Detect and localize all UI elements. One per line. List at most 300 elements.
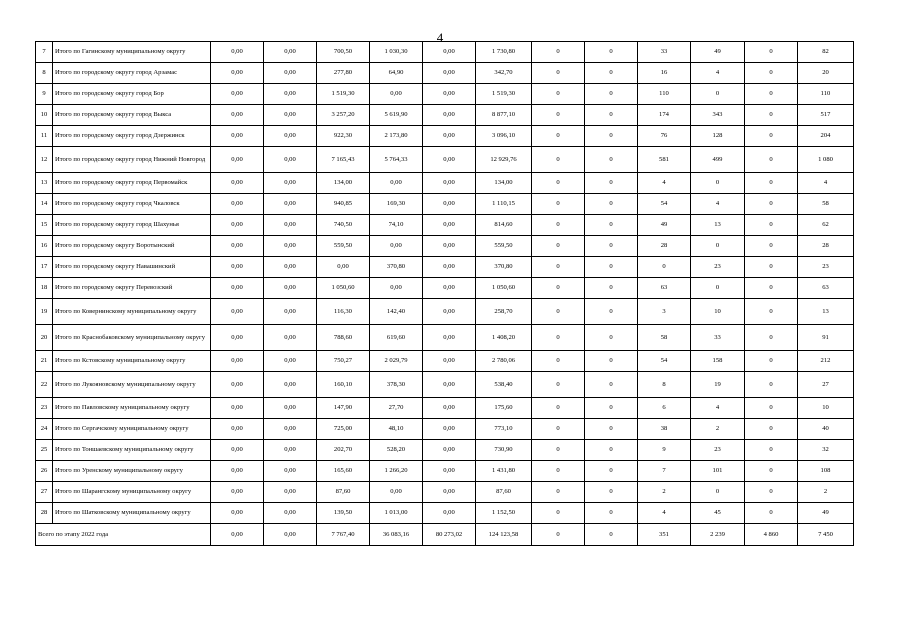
cell-c11: 0 (745, 42, 798, 63)
cell-c3: 3 257,20 (317, 105, 370, 126)
cell-c9: 174 (638, 105, 691, 126)
row-name: Итого по Гагинскому муниципальному округу (53, 42, 211, 63)
cell-c2: 0,00 (264, 63, 317, 84)
cell-c11: 0 (745, 325, 798, 351)
cell-c3: 1 050,60 (317, 278, 370, 299)
row-number: 27 (36, 482, 53, 503)
cell-c6: 370,80 (476, 257, 532, 278)
cell-c9: 8 (638, 372, 691, 398)
cell-c3: 277,80 (317, 63, 370, 84)
cell-c5: 0,00 (423, 194, 476, 215)
cell-c11: 0 (745, 147, 798, 173)
total-c6: 124 123,58 (476, 524, 532, 546)
cell-c4: 142,40 (370, 299, 423, 325)
cell-c9: 581 (638, 147, 691, 173)
cell-c10: 0 (691, 482, 745, 503)
cell-c4: 27,70 (370, 398, 423, 419)
cell-c3: 139,50 (317, 503, 370, 524)
cell-c11: 0 (745, 63, 798, 84)
cell-c2: 0,00 (264, 503, 317, 524)
cell-c3: 116,30 (317, 299, 370, 325)
table-row (36, 147, 854, 173)
cell-c9: 4 (638, 173, 691, 194)
cell-c8: 0 (585, 372, 638, 398)
cell-c2: 0,00 (264, 84, 317, 105)
cell-c2: 0,00 (264, 42, 317, 63)
cell-c3: 87,60 (317, 482, 370, 503)
row-number: 22 (36, 372, 53, 398)
cell-c3: 134,00 (317, 173, 370, 194)
summary-table (35, 41, 854, 546)
cell-c2: 0,00 (264, 398, 317, 419)
cell-c5: 0,00 (423, 372, 476, 398)
table-row (36, 215, 854, 236)
cell-c12: 1 080 (798, 147, 854, 173)
cell-c7: 0 (532, 325, 585, 351)
cell-c7: 0 (532, 440, 585, 461)
cell-c11: 0 (745, 84, 798, 105)
cell-c4: 378,30 (370, 372, 423, 398)
cell-c8: 0 (585, 126, 638, 147)
cell-c8: 0 (585, 63, 638, 84)
table-row (36, 461, 854, 482)
cell-c7: 0 (532, 482, 585, 503)
row-name: Итого по городскому округу город Шахунья (53, 215, 211, 236)
cell-c4: 5 619,90 (370, 105, 423, 126)
cell-c5: 0,00 (423, 42, 476, 63)
cell-c1: 0,00 (211, 147, 264, 173)
cell-c11: 0 (745, 419, 798, 440)
cell-c12: 40 (798, 419, 854, 440)
cell-c6: 1 050,60 (476, 278, 532, 299)
cell-c7: 0 (532, 398, 585, 419)
table-row (36, 173, 854, 194)
cell-c9: 0 (638, 257, 691, 278)
row-number: 9 (36, 84, 53, 105)
cell-c4: 64,90 (370, 63, 423, 84)
table-row (36, 42, 854, 63)
cell-c11: 0 (745, 278, 798, 299)
cell-c4: 1 013,00 (370, 503, 423, 524)
cell-c6: 814,60 (476, 215, 532, 236)
cell-c5: 0,00 (423, 257, 476, 278)
cell-c9: 7 (638, 461, 691, 482)
total-c12: 7 450 (798, 524, 854, 546)
table-row (36, 372, 854, 398)
cell-c3: 788,60 (317, 325, 370, 351)
cell-c6: 87,60 (476, 482, 532, 503)
cell-c9: 6 (638, 398, 691, 419)
cell-c5: 0,00 (423, 173, 476, 194)
cell-c9: 54 (638, 194, 691, 215)
cell-c4: 1 266,20 (370, 461, 423, 482)
cell-c1: 0,00 (211, 173, 264, 194)
cell-c1: 0,00 (211, 440, 264, 461)
table-row (36, 105, 854, 126)
row-number: 8 (36, 63, 53, 84)
row-number: 11 (36, 126, 53, 147)
cell-c7: 0 (532, 503, 585, 524)
row-name: Итого по городскому округу Воротынский (53, 236, 211, 257)
cell-c10: 343 (691, 105, 745, 126)
total-c3: 7 767,40 (317, 524, 370, 546)
cell-c10: 19 (691, 372, 745, 398)
cell-c8: 0 (585, 398, 638, 419)
cell-c3: 750,27 (317, 351, 370, 372)
table-row (36, 236, 854, 257)
row-name: Итого по Ковернинскому муниципальному округу (53, 299, 211, 325)
cell-c12: 10 (798, 398, 854, 419)
cell-c4: 528,20 (370, 440, 423, 461)
cell-c1: 0,00 (211, 372, 264, 398)
total-c10: 2 239 (691, 524, 745, 546)
cell-c7: 0 (532, 419, 585, 440)
cell-c4: 0,00 (370, 236, 423, 257)
cell-c11: 0 (745, 126, 798, 147)
page-number: 4 (436, 30, 444, 45)
cell-c2: 0,00 (264, 147, 317, 173)
cell-c12: 82 (798, 42, 854, 63)
cell-c9: 38 (638, 419, 691, 440)
cell-c6: 538,40 (476, 372, 532, 398)
cell-c2: 0,00 (264, 278, 317, 299)
row-name: Итого по городскому округу город Первомайск (53, 173, 211, 194)
cell-c8: 0 (585, 419, 638, 440)
cell-c6: 773,10 (476, 419, 532, 440)
cell-c1: 0,00 (211, 398, 264, 419)
total-c9: 351 (638, 524, 691, 546)
row-number: 10 (36, 105, 53, 126)
cell-c10: 4 (691, 63, 745, 84)
total-c4: 36 083,16 (370, 524, 423, 546)
cell-c10: 49 (691, 42, 745, 63)
cell-c9: 4 (638, 503, 691, 524)
cell-c11: 0 (745, 105, 798, 126)
cell-c2: 0,00 (264, 440, 317, 461)
cell-c8: 0 (585, 440, 638, 461)
cell-c4: 2 029,79 (370, 351, 423, 372)
total-c8: 0 (585, 524, 638, 546)
cell-c7: 0 (532, 215, 585, 236)
cell-c2: 0,00 (264, 236, 317, 257)
cell-c4: 0,00 (370, 482, 423, 503)
cell-c9: 49 (638, 215, 691, 236)
table-row (36, 482, 854, 503)
cell-c11: 0 (745, 236, 798, 257)
cell-c5: 0,00 (423, 84, 476, 105)
table-body (36, 42, 854, 546)
cell-c7: 0 (532, 194, 585, 215)
table-row (36, 194, 854, 215)
table-row (36, 398, 854, 419)
row-name: Итого по Лукояновскому муниципальному округу (53, 372, 211, 398)
cell-c1: 0,00 (211, 419, 264, 440)
cell-c3: 7 165,43 (317, 147, 370, 173)
cell-c7: 0 (532, 105, 585, 126)
cell-c12: 4 (798, 173, 854, 194)
cell-c7: 0 (532, 63, 585, 84)
cell-c8: 0 (585, 278, 638, 299)
cell-c8: 0 (585, 503, 638, 524)
cell-c10: 4 (691, 398, 745, 419)
row-name: Итого по городскому округу Перевозский (53, 278, 211, 299)
cell-c12: 63 (798, 278, 854, 299)
cell-c9: 63 (638, 278, 691, 299)
cell-c9: 76 (638, 126, 691, 147)
cell-c7: 0 (532, 42, 585, 63)
cell-c6: 1 519,30 (476, 84, 532, 105)
cell-c9: 28 (638, 236, 691, 257)
cell-c2: 0,00 (264, 215, 317, 236)
cell-c7: 0 (532, 372, 585, 398)
cell-c6: 1 408,20 (476, 325, 532, 351)
cell-c12: 110 (798, 84, 854, 105)
cell-c5: 0,00 (423, 126, 476, 147)
cell-c1: 0,00 (211, 461, 264, 482)
cell-c2: 0,00 (264, 257, 317, 278)
cell-c3: 147,90 (317, 398, 370, 419)
cell-c2: 0,00 (264, 173, 317, 194)
cell-c12: 49 (798, 503, 854, 524)
row-name: Итого по Кстовскому муниципальному округу (53, 351, 211, 372)
row-number: 26 (36, 461, 53, 482)
cell-c1: 0,00 (211, 126, 264, 147)
table-row (36, 503, 854, 524)
row-number: 21 (36, 351, 53, 372)
cell-c1: 0,00 (211, 482, 264, 503)
cell-c4: 5 764,33 (370, 147, 423, 173)
cell-c11: 0 (745, 503, 798, 524)
row-number: 16 (36, 236, 53, 257)
cell-c4: 74,10 (370, 215, 423, 236)
row-name: Итого по Тоншаевскому муниципальному округу (53, 440, 211, 461)
cell-c9: 2 (638, 482, 691, 503)
cell-c3: 940,85 (317, 194, 370, 215)
row-number: 13 (36, 173, 53, 194)
cell-c6: 175,60 (476, 398, 532, 419)
total-c2: 0,00 (264, 524, 317, 546)
cell-c6: 1 730,80 (476, 42, 532, 63)
cell-c11: 0 (745, 351, 798, 372)
cell-c12: 108 (798, 461, 854, 482)
cell-c11: 0 (745, 398, 798, 419)
cell-c10: 0 (691, 236, 745, 257)
cell-c2: 0,00 (264, 419, 317, 440)
cell-c7: 0 (532, 299, 585, 325)
cell-c5: 0,00 (423, 147, 476, 173)
cell-c1: 0,00 (211, 351, 264, 372)
cell-c8: 0 (585, 42, 638, 63)
cell-c10: 0 (691, 278, 745, 299)
cell-c9: 3 (638, 299, 691, 325)
row-name: Итого по городскому округу город Чкаловск (53, 194, 211, 215)
cell-c10: 128 (691, 126, 745, 147)
cell-c10: 0 (691, 84, 745, 105)
cell-c4: 48,10 (370, 419, 423, 440)
cell-c5: 0,00 (423, 419, 476, 440)
cell-c11: 0 (745, 461, 798, 482)
cell-c8: 0 (585, 299, 638, 325)
cell-c4: 0,00 (370, 278, 423, 299)
cell-c12: 517 (798, 105, 854, 126)
cell-c1: 0,00 (211, 84, 264, 105)
cell-c8: 0 (585, 173, 638, 194)
cell-c8: 0 (585, 215, 638, 236)
row-name: Итого по городскому округу город Выкса (53, 105, 211, 126)
row-name: Итого по Сергачскому муниципальному округу (53, 419, 211, 440)
cell-c6: 8 877,10 (476, 105, 532, 126)
cell-c5: 0,00 (423, 63, 476, 84)
cell-c2: 0,00 (264, 126, 317, 147)
row-number: 14 (36, 194, 53, 215)
cell-c6: 134,00 (476, 173, 532, 194)
cell-c10: 158 (691, 351, 745, 372)
cell-c11: 0 (745, 194, 798, 215)
cell-c5: 0,00 (423, 482, 476, 503)
row-number: 24 (36, 419, 53, 440)
cell-c2: 0,00 (264, 351, 317, 372)
cell-c8: 0 (585, 461, 638, 482)
cell-c1: 0,00 (211, 278, 264, 299)
cell-c12: 13 (798, 299, 854, 325)
cell-c7: 0 (532, 84, 585, 105)
cell-c7: 0 (532, 278, 585, 299)
cell-c10: 101 (691, 461, 745, 482)
cell-c5: 0,00 (423, 325, 476, 351)
table-row (36, 257, 854, 278)
cell-c12: 58 (798, 194, 854, 215)
cell-c3: 202,70 (317, 440, 370, 461)
cell-c5: 0,00 (423, 105, 476, 126)
cell-c11: 0 (745, 257, 798, 278)
cell-c4: 2 173,80 (370, 126, 423, 147)
row-name: Итого по Шарангскому муниципальному округу (53, 482, 211, 503)
cell-c6: 342,70 (476, 63, 532, 84)
cell-c4: 1 030,30 (370, 42, 423, 63)
row-name: Итого по Шатковскому муниципальному округу (53, 503, 211, 524)
row-name: Итого по городскому округу Навашинский (53, 257, 211, 278)
cell-c11: 0 (745, 215, 798, 236)
cell-c12: 212 (798, 351, 854, 372)
cell-c5: 0,00 (423, 299, 476, 325)
cell-c11: 0 (745, 440, 798, 461)
cell-c4: 0,00 (370, 84, 423, 105)
cell-c6: 559,50 (476, 236, 532, 257)
row-number: 20 (36, 325, 53, 351)
cell-c7: 0 (532, 173, 585, 194)
row-name: Итого по городскому округу город Дзержинск (53, 126, 211, 147)
row-number: 15 (36, 215, 53, 236)
row-name: Итого по городскому округу город Нижний Новгород (53, 147, 211, 173)
table-row (36, 419, 854, 440)
table-row (36, 299, 854, 325)
cell-c5: 0,00 (423, 461, 476, 482)
cell-c5: 0,00 (423, 215, 476, 236)
cell-c10: 2 (691, 419, 745, 440)
cell-c3: 1 519,30 (317, 84, 370, 105)
cell-c1: 0,00 (211, 215, 264, 236)
cell-c12: 62 (798, 215, 854, 236)
row-number: 19 (36, 299, 53, 325)
cell-c10: 4 (691, 194, 745, 215)
cell-c3: 700,50 (317, 42, 370, 63)
cell-c10: 33 (691, 325, 745, 351)
row-name: Итого по городскому округу город Бор (53, 84, 211, 105)
cell-c10: 45 (691, 503, 745, 524)
cell-c10: 23 (691, 257, 745, 278)
cell-c10: 23 (691, 440, 745, 461)
cell-c3: 725,00 (317, 419, 370, 440)
total-row (36, 524, 854, 546)
table-row (36, 63, 854, 84)
cell-c3: 0,00 (317, 257, 370, 278)
cell-c12: 20 (798, 63, 854, 84)
cell-c12: 204 (798, 126, 854, 147)
cell-c1: 0,00 (211, 42, 264, 63)
row-name: Итого по городскому округу город Арзамас (53, 63, 211, 84)
cell-c6: 3 096,10 (476, 126, 532, 147)
cell-c7: 0 (532, 236, 585, 257)
cell-c6: 2 780,06 (476, 351, 532, 372)
cell-c8: 0 (585, 236, 638, 257)
cell-c9: 33 (638, 42, 691, 63)
cell-c3: 165,60 (317, 461, 370, 482)
cell-c6: 1 110,15 (476, 194, 532, 215)
cell-c9: 110 (638, 84, 691, 105)
cell-c1: 0,00 (211, 299, 264, 325)
cell-c8: 0 (585, 482, 638, 503)
table-row (36, 278, 854, 299)
cell-c10: 10 (691, 299, 745, 325)
cell-c1: 0,00 (211, 503, 264, 524)
cell-c8: 0 (585, 147, 638, 173)
row-number: 17 (36, 257, 53, 278)
row-number: 7 (36, 42, 53, 63)
cell-c8: 0 (585, 325, 638, 351)
cell-c7: 0 (532, 351, 585, 372)
cell-c3: 160,10 (317, 372, 370, 398)
total-c7: 0 (532, 524, 585, 546)
cell-c4: 370,80 (370, 257, 423, 278)
cell-c12: 28 (798, 236, 854, 257)
cell-c9: 58 (638, 325, 691, 351)
cell-c1: 0,00 (211, 63, 264, 84)
row-number: 25 (36, 440, 53, 461)
cell-c6: 1 431,80 (476, 461, 532, 482)
cell-c8: 0 (585, 194, 638, 215)
cell-c12: 23 (798, 257, 854, 278)
cell-c7: 0 (532, 257, 585, 278)
cell-c6: 258,70 (476, 299, 532, 325)
cell-c5: 0,00 (423, 503, 476, 524)
cell-c5: 0,00 (423, 351, 476, 372)
cell-c1: 0,00 (211, 105, 264, 126)
row-number: 18 (36, 278, 53, 299)
cell-c3: 559,50 (317, 236, 370, 257)
cell-c8: 0 (585, 84, 638, 105)
cell-c7: 0 (532, 461, 585, 482)
cell-c8: 0 (585, 351, 638, 372)
cell-c11: 0 (745, 482, 798, 503)
cell-c8: 0 (585, 105, 638, 126)
cell-c6: 1 152,50 (476, 503, 532, 524)
table-row (36, 440, 854, 461)
table-row (36, 325, 854, 351)
row-name: Итого по Уренскому муниципальному округу (53, 461, 211, 482)
cell-c5: 0,00 (423, 398, 476, 419)
total-label: Всего по этапу 2022 года (36, 524, 211, 546)
cell-c9: 16 (638, 63, 691, 84)
